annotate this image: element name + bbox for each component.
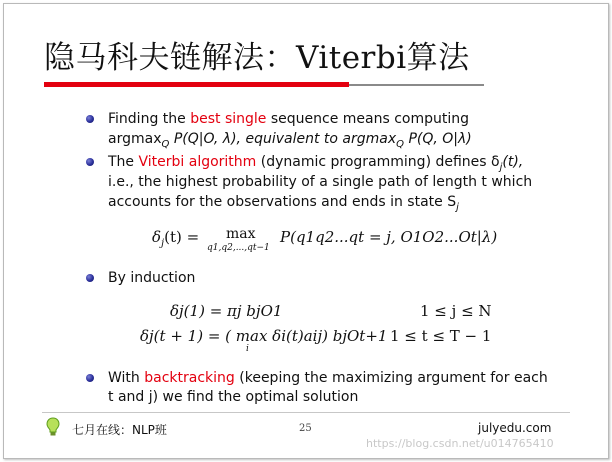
delta-definition-lhs: $\delta_j(t)$ = — [152, 228, 200, 249]
init-condition: 1 ≤ j ≤ N — [420, 302, 492, 320]
title-underline-red — [44, 82, 349, 87]
delta-definition-max: max — [226, 226, 256, 242]
bullet-4-line-2: t and j) we find the optimal solution — [108, 389, 359, 405]
slide-title: 隐马科夫链解法：Viterbi算法 — [44, 40, 470, 76]
bullet-2-line-2: i.e., the highest probability of a single path of length t which — [108, 174, 533, 190]
bullet-2-line-1: The Viterbi algorithm (dynamic programming) defines $\delta_j(t)$, — [108, 154, 524, 173]
bullet-3-line-1: By induction — [108, 270, 196, 286]
title-underline-gray — [349, 84, 484, 86]
init-equation: δj(1) = πj bjO1 — [170, 302, 283, 320]
highlight-viterbi-algorithm: Viterbi algorithm — [138, 154, 257, 170]
recursion-max-subscript: i — [246, 344, 249, 354]
delta-definition-rhs: P(q1q2...qt = j, O1O2...Ot|λ) — [280, 228, 498, 246]
page-number: 25 — [299, 423, 312, 434]
recursion-equation: δj(t + 1) = ( max δi(t)aij) bjOt+1 — [140, 327, 388, 345]
lightbulb-icon — [46, 417, 60, 437]
recursion-condition: 1 ≤ t ≤ T − 1 — [390, 327, 492, 345]
bullet-dot-icon — [86, 115, 94, 123]
bullet-4-line-1: With backtracking (keeping the maximizing argument for each — [108, 370, 548, 386]
footer-website: julyedu.com — [478, 421, 552, 435]
bullet-dot-icon — [86, 158, 94, 166]
footer-course-name: 七月在线：NLP班 — [72, 423, 167, 437]
bullet-1-line-1: Finding the best single sequence means computing — [108, 111, 470, 127]
bullet-dot-icon — [86, 274, 94, 282]
bullet-2-line-3: accounts for the observations and ends in state $S_j$ — [108, 194, 459, 213]
footer-divider — [42, 412, 570, 413]
bullet-1-line-2: argmax$_Q$ P(Q|O, λ), equivalent to argmax$_Q$ P(Q, O|λ) — [108, 131, 472, 150]
bullet-dot-icon — [86, 374, 94, 382]
highlight-backtracking: backtracking — [144, 370, 235, 386]
highlight-best-single: best single — [190, 111, 267, 127]
delta-definition-max-subscript: q1,q2,...,qt−1 — [207, 243, 270, 253]
watermark-url: https://blog.csdn.net/u014765410 — [366, 437, 554, 450]
